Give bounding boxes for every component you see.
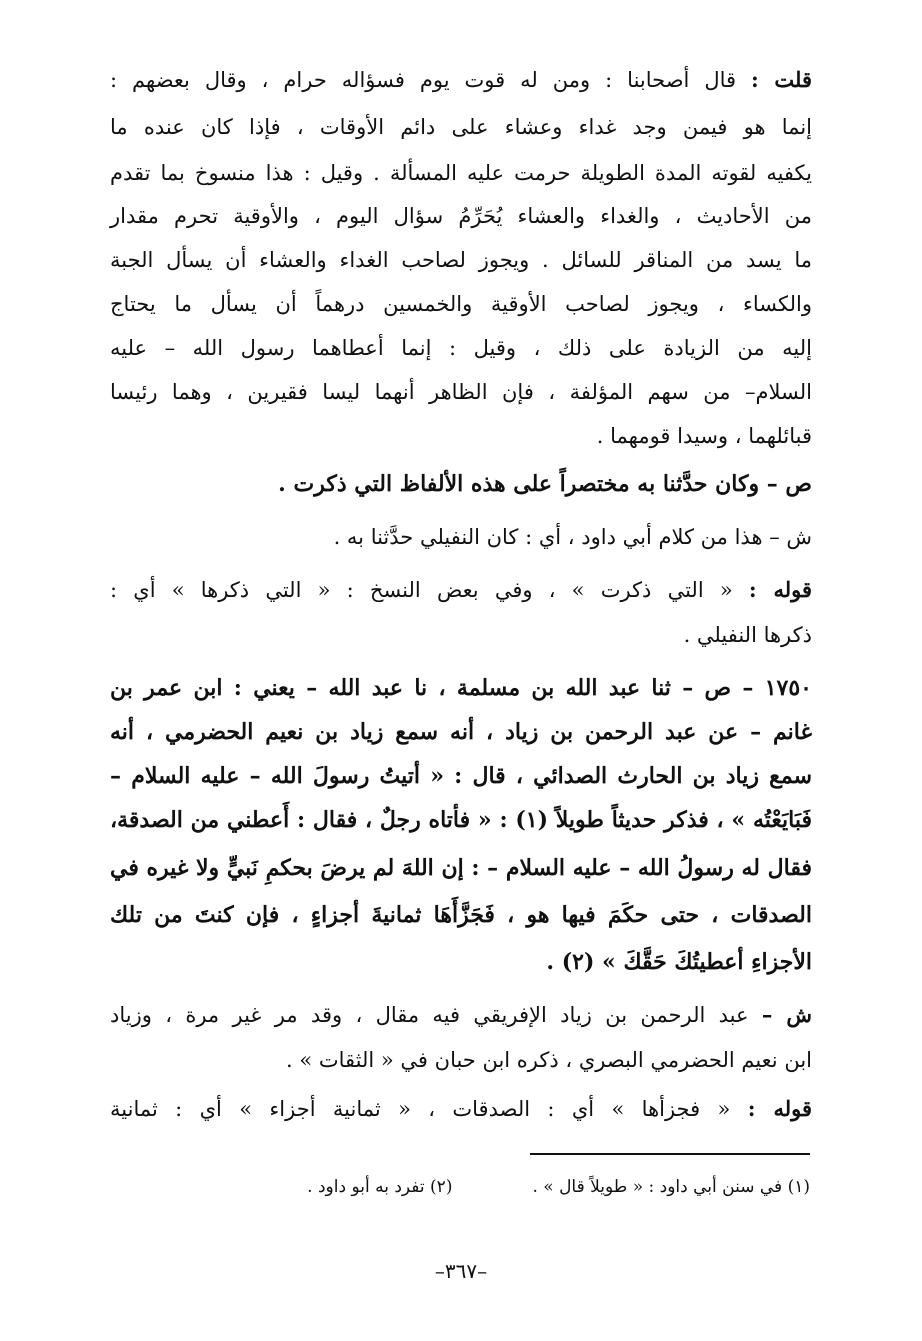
line-23-text: « فجزأها » أي : الصدقات ، « ثمانية أجزاء » أي : ثمانية (110, 1097, 748, 1121)
body-line-21 (110, 997, 812, 1033)
page-number: –٣٦٧– (434, 1259, 488, 1283)
line-12-text: « التي ذكرت » ، وفي بعض النسخ : « التي ذكرها » أي : (110, 578, 749, 602)
hadith-line-2: غانم – عن عبد الرحمن بن زياد ، أنه سمع زياد بن نعيم الحضرمي ، أنه (110, 719, 812, 745)
line-1-text: قال أصحابنا : ومن له قوت يوم فسؤاله حرام ، وقال بعضهم : (110, 68, 752, 92)
footnote-1: (١) في سنن أبي داود : « طويلاً قال » . (532, 1177, 810, 1197)
body-line-22: ابن نعيم الحضرمي البصري ، ذكره ابن حبان في « الثقات » . (286, 1048, 812, 1072)
body-line-5: ما يسد من المناقر للسائل . ويجوز لصاحب الغداء والعشاء أن يسأل الجبة (110, 248, 812, 272)
sharh-line: ش – هذا من كلام أبي داود ، أي : كان النفيلي حدَّثنا به . (333, 525, 812, 549)
hadith-line-7: الأجزاءِ أعطيتُكَ حَقَّكَ » (٢) . (546, 949, 812, 975)
footnote-2: (٢) تفرد به أبو داود . (307, 1177, 453, 1197)
body-line-8: السلام– من سهم المؤلفة ، فإن الظاهر أنهما ليسا فقيرين ، وهما رئيسا (110, 380, 812, 404)
body-line-23 (110, 1091, 812, 1127)
body-line-6: والكساء ، ويجوز لصاحب الأوقية والخمسين درهماً أن يسأل ما يحتاج (110, 292, 812, 316)
hadith-line-3: سمع زياد بن الحارث الصدائي ، قال : « أتيتُ رسولَ الله – عليه السلام – (110, 763, 812, 789)
footnote-separator (530, 1153, 810, 1155)
body-line-13: ذكرها النفيلي . (683, 623, 812, 647)
body-line-3: يكفيه لقوته المدة الطويلة حرمت عليه المسألة . وقيل : هذا منسوخ بما تقدم (110, 161, 812, 185)
body-line-9: قبائلهما ، وسيدا قومهما . (596, 424, 812, 448)
body-line-4: من الأحاديث ، والغداء والعشاء يُحَرِّمُ سؤال اليوم ، والأوقية تحرم مقدار (110, 204, 812, 228)
body-line-7: إليه من الزيادة على ذلك ، وقيل : إنما أعطاهما رسول الله – عليه (110, 336, 812, 360)
body-line-1 (110, 62, 812, 98)
hadith-line-5: فقال له رسولُ الله – عليه السلام – : إن اللهَ لم يرضَ بحكمِ نَبيٍّ ولا غيره في (110, 855, 812, 881)
matn-line: ص – وكان حدَّثنا به مختصراً على هذه الألفاظ التي ذكرت . (278, 471, 812, 497)
hadith-line-1: ١٧٥٠ – ص – ثنا عبد الله بن مسلمة ، نا عبد الله – يعني : ابن عمر بن (110, 675, 812, 701)
line-12-head: قوله : (748, 577, 812, 602)
line-1-head: قلت : (751, 67, 812, 92)
body-line-2: إنما هو فيمن وجد غداء وعشاء على دائم الأوقات ، فإذا كان عنده ما (110, 115, 812, 139)
hadith-line-4: فَبَايَعْتُه » ، فذكر حديثاً طويلاً (١) : « فأتاه رجلٌ ، فقال : أَعطني من الصدقة، (110, 807, 812, 833)
body-line-12 (110, 572, 812, 608)
line-21-text: عبد الرحمن بن زياد الإفريقي فيه مقال ، وقد مر غير مرة ، وزياد (110, 1003, 762, 1027)
footnotes (110, 1172, 810, 1202)
line-23-head: قوله : (747, 1096, 813, 1121)
line-21-head: ش – (761, 1002, 812, 1027)
hadith-line-6: الصدقات ، حتى حكَمَ فيها هو ، فَجَزَّأَهَا ثمانيةَ أجزاءٍ ، فإن كنتَ من تلك (110, 902, 812, 928)
